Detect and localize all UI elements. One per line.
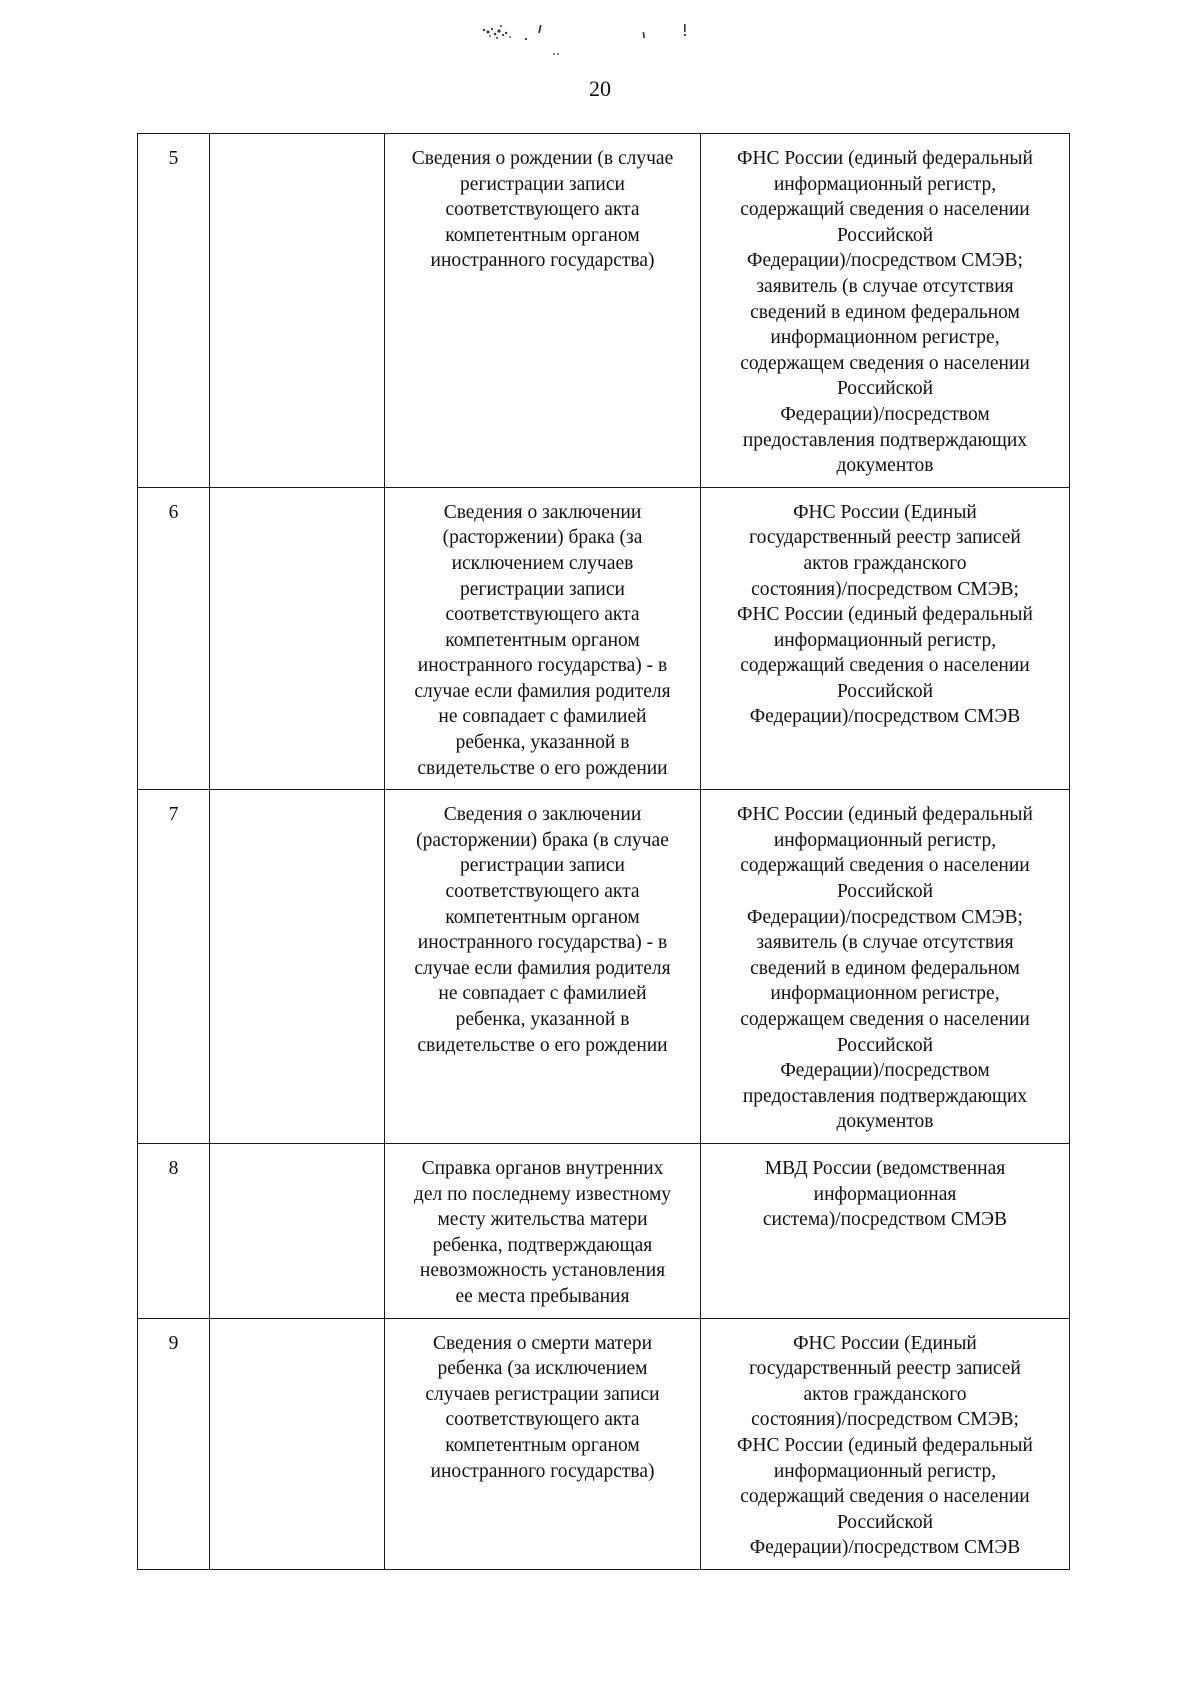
empty-cell bbox=[210, 134, 385, 488]
source-text: МВД России (ведомственная информационная система)/посредством СМЭВ bbox=[762, 1157, 1008, 1231]
document-name: Сведения о заключении (расторжении) брака (за исключением случаев регистрации записи соответствующего акта компетентным органом иностранного государства) - в случае если фамилия родителя не совпадает с фамилией ребенка, указанной в свидетельстве о его рождении bbox=[414, 501, 671, 779]
document-cell bbox=[385, 790, 701, 1144]
row-number-cell bbox=[138, 134, 210, 488]
document-cell bbox=[385, 1143, 701, 1318]
row-number-cell bbox=[138, 1143, 210, 1318]
source-text: ФНС России (единый федеральный информационный регистр, содержащий сведения о населении Российской Федерации)/посредством СМЭВ; заявитель (в случае отсутствия сведений в едином федеральном информационном регистре, содержащем сведения о населении Российской Федерации)/посредством предоставления подтверждающих документов bbox=[737, 804, 1033, 1133]
scan-artifact-marks bbox=[470, 12, 730, 58]
table-row bbox=[138, 1318, 1070, 1569]
source-cell bbox=[701, 487, 1070, 790]
page-number: 20 bbox=[589, 76, 611, 101]
document-cell bbox=[385, 134, 701, 488]
source-cell bbox=[701, 134, 1070, 488]
row-number: 9 bbox=[168, 1332, 179, 1354]
documents-table bbox=[137, 133, 1070, 1570]
table-row bbox=[138, 487, 1070, 790]
source-cell bbox=[701, 790, 1070, 1144]
document-cell bbox=[385, 487, 701, 790]
empty-cell bbox=[210, 1143, 385, 1318]
source-cell bbox=[701, 1143, 1070, 1318]
row-number-cell bbox=[138, 487, 210, 790]
document-name: Справка органов внутренних дел по последнему известному месту жительства матери ребенка, подтверждающая невозможность установления ее места пребывания bbox=[413, 1157, 672, 1307]
document-name: Сведения о заключении (расторжении) брака (в случае регистрации записи соответствующего акта компетентным органом иностранного государства) - в случае если фамилия родителя не совпадает с фамилией ребенка, указанной в свидетельстве о его рождении bbox=[414, 804, 671, 1056]
source-cell bbox=[701, 1318, 1070, 1569]
table-row bbox=[138, 790, 1070, 1144]
empty-cell bbox=[210, 790, 385, 1144]
document-name: Сведения о смерти матери ребенка (за исключением случаев регистрации записи соответствующего акта компетентным органом иностранного государства) bbox=[425, 1332, 660, 1482]
row-number: 5 bbox=[168, 148, 179, 169]
row-number: 7 bbox=[168, 804, 179, 826]
row-number-cell bbox=[138, 790, 210, 1144]
row-number: 8 bbox=[168, 1157, 179, 1179]
source-text: ФНС России (единый федеральный информационный регистр, содержащий сведения о населении Российской Федерации)/посредством СМЭВ; заявитель (в случае отсутствия сведений в едином федеральном информационном регистре, содержащем сведения о населении Российской Федерации)/посредством предоставления подтверждающих документов bbox=[737, 148, 1033, 477]
empty-cell bbox=[210, 1318, 385, 1569]
table-row bbox=[138, 134, 1070, 488]
row-number: 6 bbox=[168, 501, 179, 523]
row-number-cell bbox=[138, 1318, 210, 1569]
empty-cell bbox=[210, 487, 385, 790]
document-cell bbox=[385, 1318, 701, 1569]
document-name: Сведения о рождении (в случае регистрации записи соответствующего акта компетентным органом иностранного государства) bbox=[411, 148, 674, 272]
table-row bbox=[138, 1143, 1070, 1318]
source-text: ФНС России (Единый государственный реестр записей актов гражданского состояния)/посредством СМЭВ; ФНС России (единый федеральный информационный регистр, содержащий сведения о населении Российской Федерации)/посредством СМЭВ bbox=[737, 1332, 1033, 1559]
source-text: ФНС России (Единый государственный реестр записей актов гражданского состояния)/посредством СМЭВ; ФНС России (единый федеральный информационный регистр, содержащий сведения о населении Российской Федерации)/посредством СМЭВ bbox=[737, 501, 1033, 728]
